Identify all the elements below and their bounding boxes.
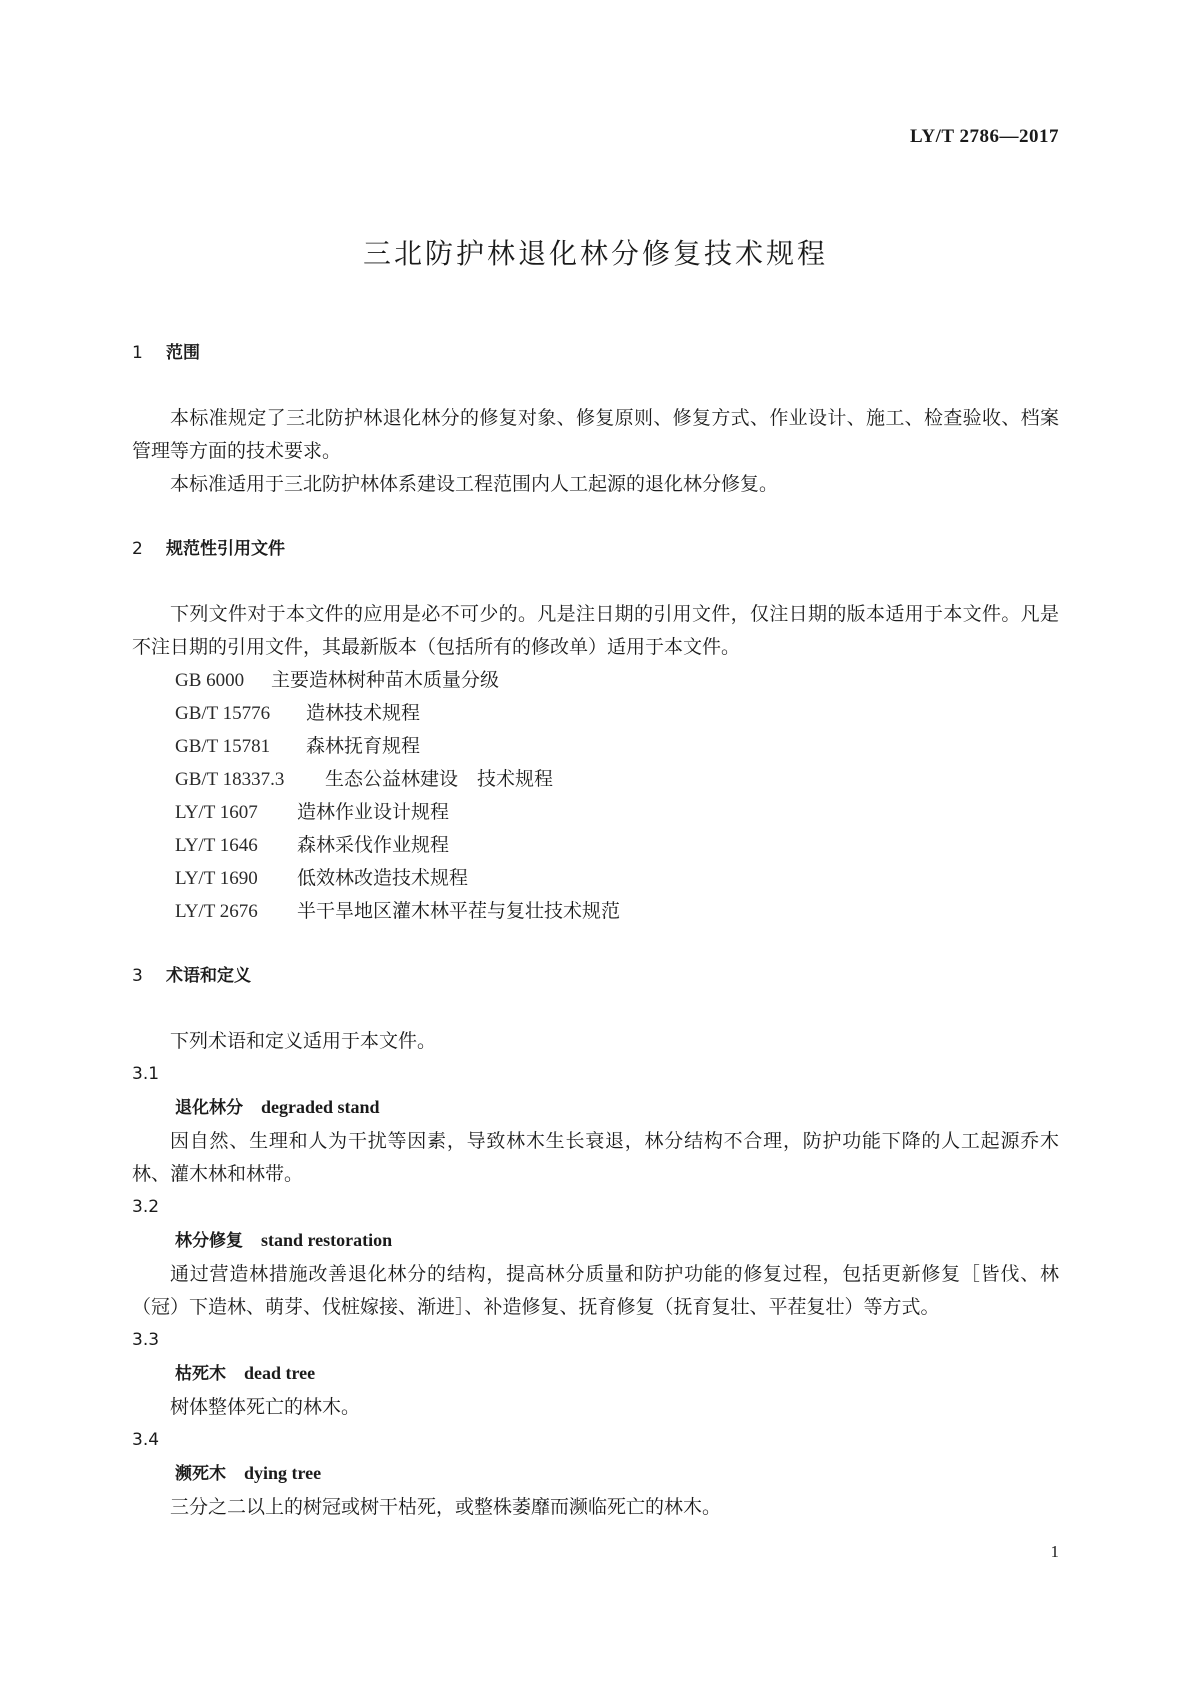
term-name-zh: 退化林分 [175, 1098, 243, 1118]
term-name-en: stand restoration [261, 1230, 393, 1250]
reference-item [132, 829, 1059, 862]
standard-code: LY/T 2786—2017 [909, 126, 1059, 147]
document-title: 三北防护林退化林分修复技术规程 [362, 237, 828, 270]
section-title: 规范性引用文件 [166, 539, 285, 559]
term-definition: 通过营造林措施改善退化林分的结构，提高林分质量和防护功能的修复过程，包括更新修复［皆伐、林（冠）下造林、萌芽、伐桩嫁接、渐进］、补造修复、抚育修复（抚育复壮、平茬复壮）等方式。 [132, 1263, 1059, 1318]
term-definition: 树体整体死亡的林木。 [170, 1396, 361, 1418]
section-title: 术语和定义 [166, 966, 251, 986]
reference-name: 半干旱地区灌木林平茬与复壮技术规范 [297, 900, 621, 922]
term-name [132, 1457, 1059, 1491]
reference-code: GB/T 15781 [175, 736, 271, 757]
reference-name: 造林技术规程 [306, 702, 421, 724]
reference-item [132, 895, 1059, 928]
section-heading-normative-references [132, 533, 1059, 566]
term-definition: 三分之二以上的树冠或树干枯死，或整株萎靡而濒临死亡的林木。 [170, 1496, 722, 1518]
reference-name: 森林抚育规程 [306, 735, 421, 757]
reference-code: LY/T 1607 [175, 802, 258, 823]
term-number: 3.2 [132, 1197, 160, 1217]
term-definition: 因自然、生理和人为干扰等因素，导致林木生长衰退，林分结构不合理，防护功能下降的人工起源乔木林、灌木林和林带。 [132, 1130, 1059, 1185]
reference-code: GB/T 15776 [175, 703, 271, 724]
reference-name: 低效林改造技术规程 [297, 867, 469, 889]
section-heading-scope [132, 337, 1059, 370]
reference-code: LY/T 1646 [175, 835, 258, 856]
reference-code: LY/T 1690 [175, 868, 258, 889]
reference-item [132, 796, 1059, 829]
reference-code: LY/T 2676 [175, 901, 258, 922]
reference-item [132, 664, 1059, 697]
term-name-zh: 濒死木 [175, 1464, 226, 1484]
reference-name: 主要造林树种苗木质量分级 [271, 669, 500, 691]
term-number: 3.1 [132, 1064, 160, 1084]
section-number: 2 [132, 539, 143, 559]
reference-item [132, 763, 1059, 796]
term-name-zh: 林分修复 [175, 1231, 243, 1251]
section-number: 3 [132, 966, 143, 986]
reference-item [132, 862, 1059, 895]
term-name-en: degraded stand [261, 1097, 380, 1117]
reference-name: 造林作业设计规程 [297, 801, 450, 823]
term-name [132, 1357, 1059, 1391]
term-number: 3.4 [132, 1430, 160, 1450]
term-name-zh: 枯死木 [175, 1364, 226, 1384]
section-heading-terms-definitions [132, 960, 1059, 993]
terms-intro-paragraph: 下列术语和定义适用于本文件。 [170, 1030, 437, 1052]
term-name-en: dying tree [244, 1463, 322, 1483]
references-intro-paragraph: 下列文件对于本文件的应用是必不可少的。凡是注日期的引用文件，仅注日期的版本适用于本文件。凡是不注日期的引用文件，其最新版本（包括所有的修改单）适用于本文件。 [132, 603, 1059, 658]
reference-item [132, 730, 1059, 763]
reference-name: 生态公益林建设 技术规程 [325, 768, 554, 790]
reference-name: 森林采伐作业规程 [297, 834, 450, 856]
scope-paragraph-1: 本标准规定了三北防护林退化林分的修复对象、修复原则、修复方式、作业设计、施工、检查验收、档案管理等方面的技术要求。 [132, 407, 1059, 462]
scope-paragraph-2: 本标准适用于三北防护林体系建设工程范围内人工起源的退化林分修复。 [170, 473, 779, 495]
term-number: 3.3 [132, 1330, 160, 1350]
section-number: 1 [132, 343, 143, 363]
page-number: 1 [1050, 1542, 1059, 1561]
reference-code: GB 6000 [175, 670, 245, 691]
document-body [132, 337, 1059, 1524]
term-name [132, 1091, 1059, 1125]
section-title: 范围 [166, 343, 200, 363]
term-name [132, 1224, 1059, 1258]
term-name-en: dead tree [244, 1363, 316, 1383]
reference-item [132, 697, 1059, 730]
reference-code: GB/T 18337.3 [175, 769, 285, 790]
